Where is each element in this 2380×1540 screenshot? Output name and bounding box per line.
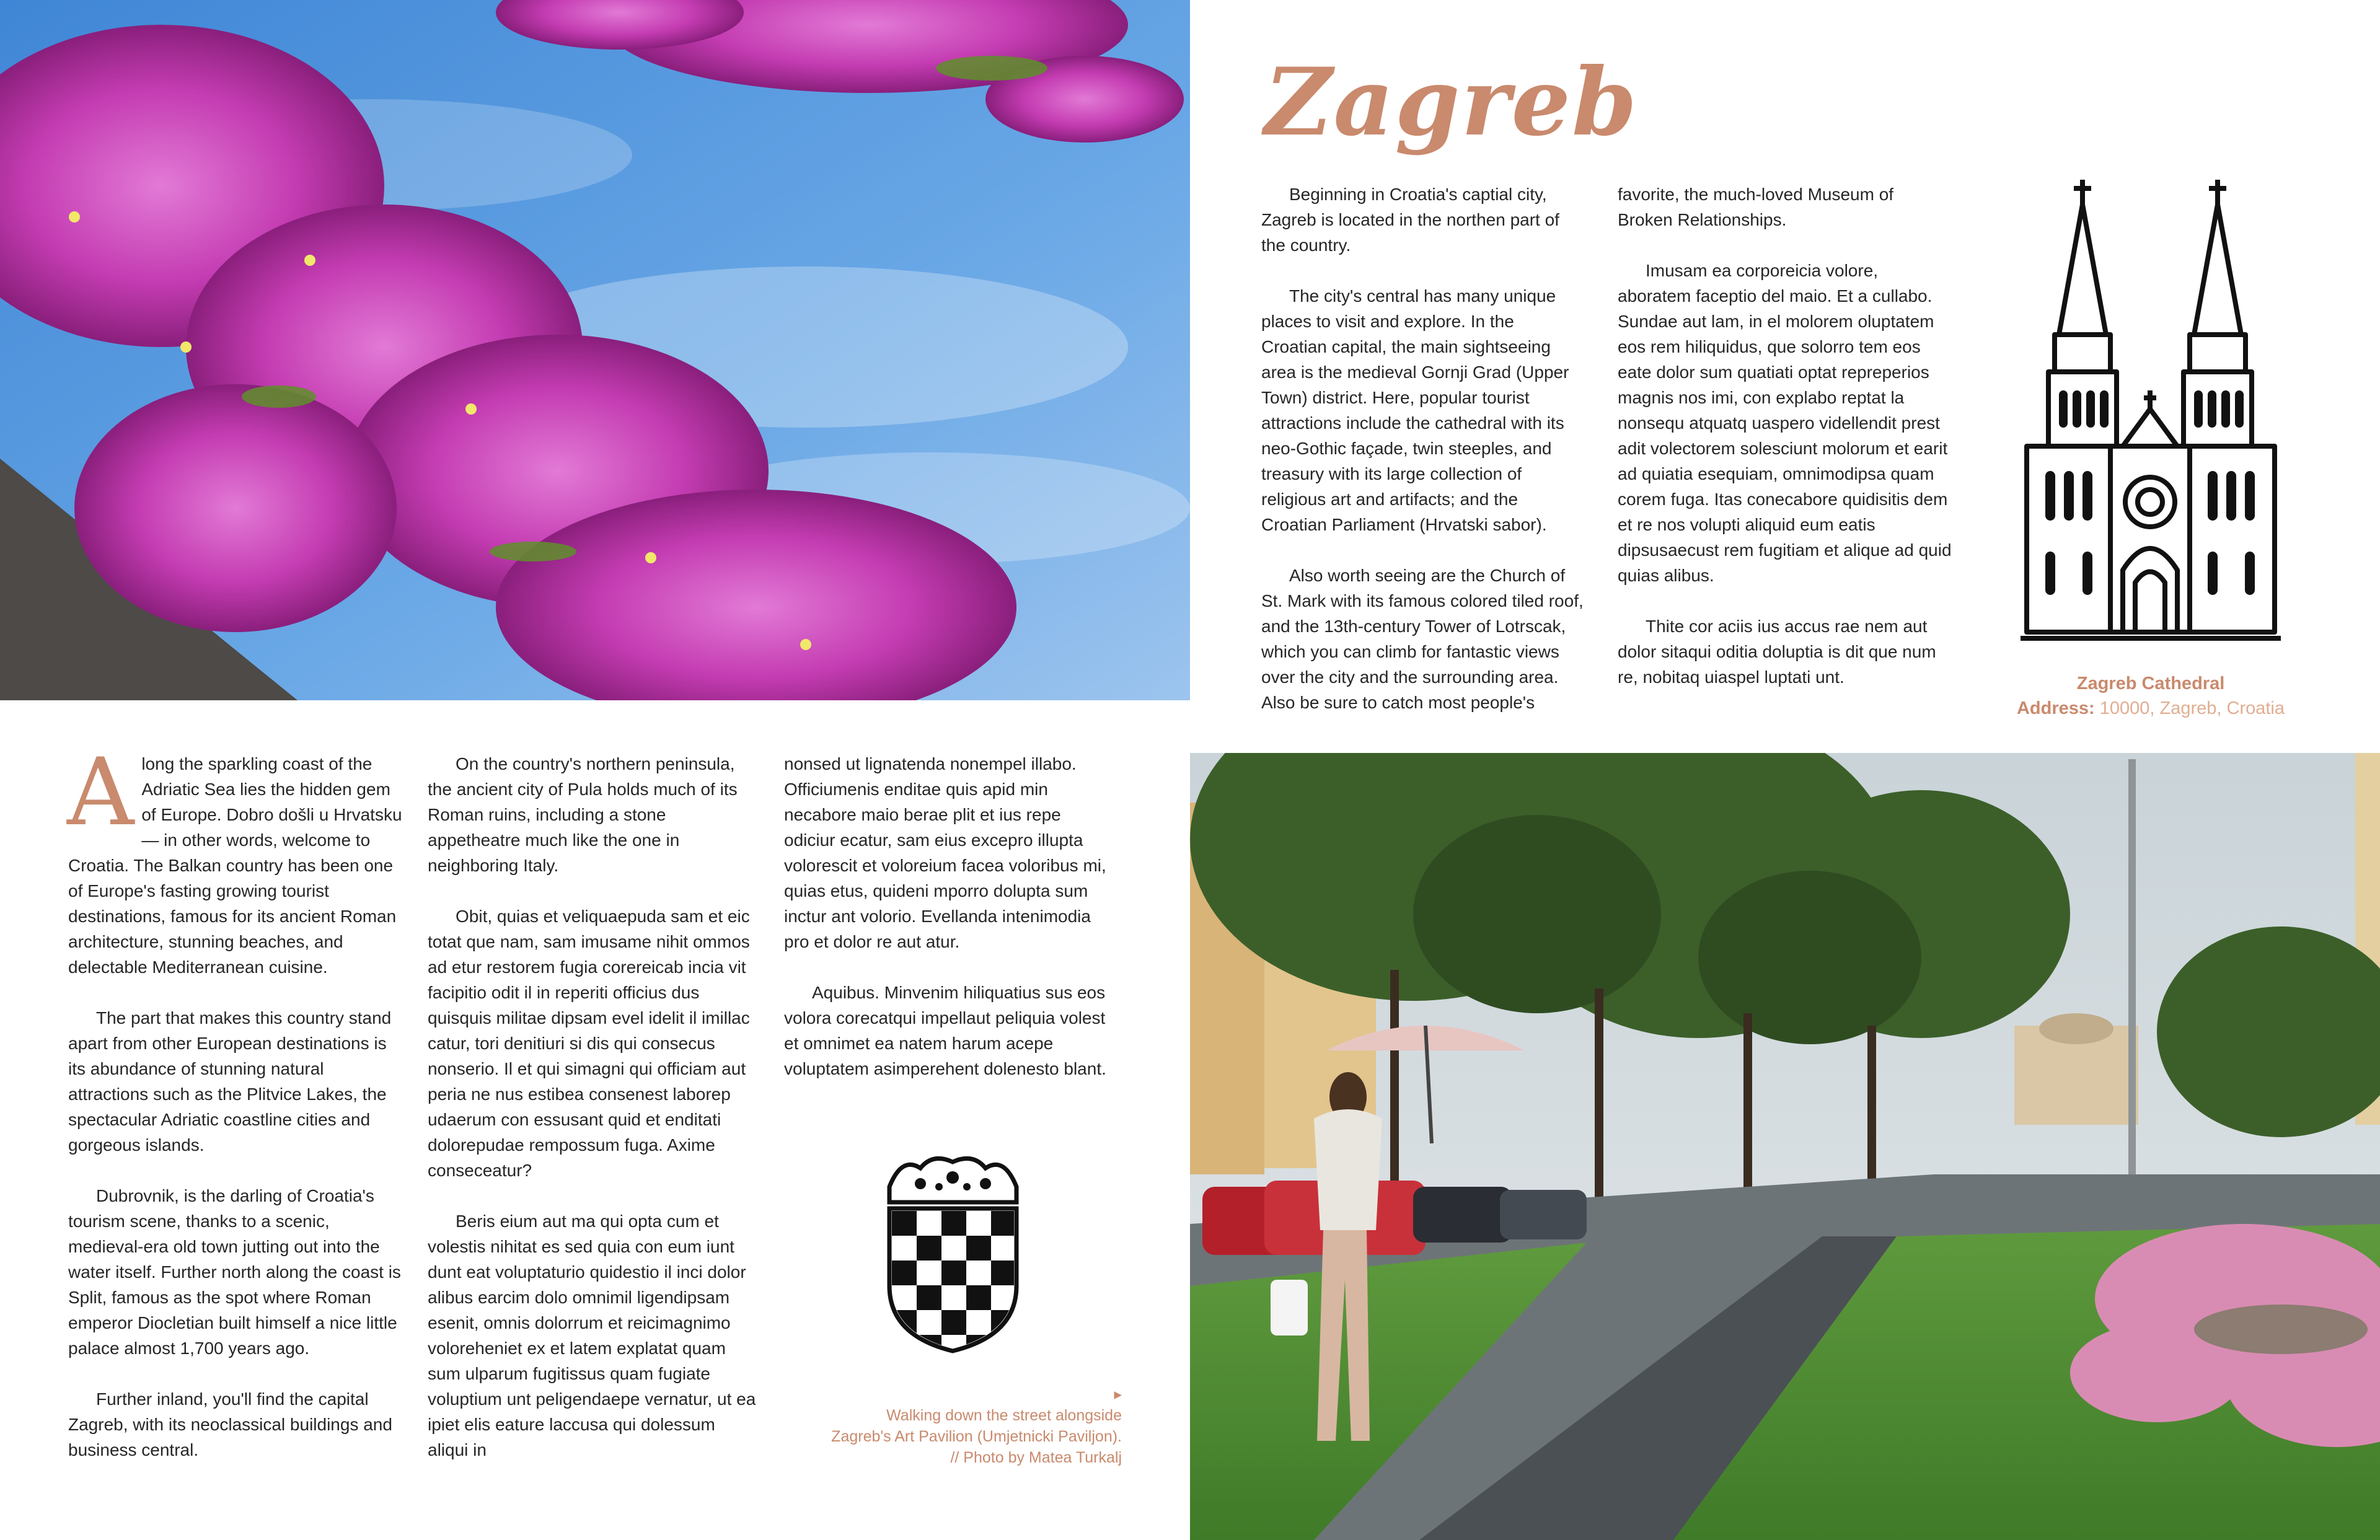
address-value: 10000, Zagreb, Croatia: [2099, 698, 2285, 718]
intro-column-1: [1261, 182, 1584, 741]
paragraph: Beris eium aut ma qui opta cum et volestis nihitat es sed quia con eum iunt dunt eat voluptaturio quidestio il inci dolor alibus earcim dolo omnimil ligendipsam esenit, omnis dolorrum et reicimagnimo voloreheniet ex et latem explatat quam sum ulparum fugitissus quam fugiate voluptium unt peligendaepe vernatur, ut ea ipiet elis eature laccusa qui dolessum aliqui in: [428, 1212, 756, 1459]
address-label: Address:: [2016, 698, 2095, 718]
caption-credit: // Photo by Matea Turkalj: [950, 1449, 1122, 1466]
paragraph: Thite cor aciis ius accus rae nem aut dolor sitaqui oditia doluptia is dit que num re, nobitaq uiaspel luptati unt.: [1618, 617, 1936, 687]
intro-column-2: [1618, 182, 1952, 715]
page-title: Zagreb: [1264, 48, 1638, 157]
body-column-3: [784, 751, 1116, 1107]
photo-caption: [762, 1384, 1122, 1468]
paragraph: The part that makes this country stand apart from other European destinations is its abundance of stunning natural attractions such as the Plitvice Lakes, the spectacular Adriatic coastline cities and gorgeous islands.: [68, 1008, 392, 1155]
paragraph: Obit, quias et veliquaepuda sam et eic totat que nam, sam imusame nihit ommos ad etur restorem fugia corereicab incia vit facipitio odit il in reperiti officius dus quisquis militae dipsam evel idelit il imillac catur, tori denitiuri si dis qui consecus nonserio. Il et qui simagni qui officiam aut peria ne nus estibea consenest laborep udaerum con essusant quid et enditati dolorepudae rempossum fuga. Axime conseceatur?: [428, 907, 750, 1180]
paragraph: favorite, the much-loved Museum of Broken Relationships.: [1618, 185, 1894, 229]
paragraph: On the country's northern peninsula, the ancient city of Pula holds much of its Roman ruins, including a stone appetheatre much like the one in neighboring Italy.: [428, 754, 738, 875]
paragraph: Beginning in Croatia's captial city, Zagreb is located in the northen part of the country.: [1261, 185, 1559, 255]
street-photo: [1190, 753, 2380, 1540]
cathedral-icon: [2021, 180, 2281, 651]
cathedral-caption: [1996, 671, 2306, 721]
paragraph: Aquibus. Minvenim hiliquatius sus eos volora corecatqui impellaut peliquia volest et omnimet ea natem harum acepe voluptatem asimperehent dolenesto blant.: [784, 983, 1106, 1078]
paragraph: Dubrovnik, is the darling of Croatia's tourism scene, thanks to a scenic, medieval-era old town jutting out into the water itself. Further north along the coast is Split, famous as the spot where Roman emperor Diocletian built himself a nice little palace almost 1,700 years ago.: [68, 1186, 401, 1358]
paragraph: Imusam ea corporeicia volore, aboratem faceptio del maio. Et a cullabo. Sundae aut lam, in el molorem oluptatem eos rem hiliquidus, que solorro tem eos eate dolor sum quatiati optat repreperios magnis nos imi, con explabo reptat la nonsequ atquatq uaspero videllendit prest adit volectorem solesciunt molorum et earit ad quiatia esequiam, omnimodipsa quam corem fuga. Itas conecabore quidisitis dem et re nos volupti aliquid eum eatis dipsusaecust rem fugitiam et alique ad quid quias alibus.: [1618, 261, 1952, 585]
cathedral-name: Zagreb Cathedral: [2076, 674, 2225, 693]
paragraph: Also worth seeing are the Church of St. Mark with its famous colored tiled roof, and the 13th-century Tower of Lotrscak, which you can climb for fantastic views over the city and the surrounding area. Also be sure to catch most people's: [1261, 566, 1584, 712]
paragraph: nonsed ut lignatenda nonempel illabo. Officiumenis enditae quis apid min necabore maio berae plit et ius repe odiciur ecatur, sam eius excepro illupta volorescit et voloreium facea voloribus mi, quias etus, quideni mporro dolupta sum inctur ant volorio. Evellanda intenimodia pro et dolor re aut atur.: [784, 754, 1106, 951]
croatian-coat-of-arms-icon: [877, 1150, 1029, 1354]
bougainvillea-photo: [0, 0, 1190, 700]
caption-line: Zagreb's Art Pavilion (Umjetnicki Paviljon).: [831, 1428, 1122, 1445]
drop-cap: A: [67, 739, 134, 847]
body-column-1: [67, 739, 406, 1488]
paragraph: Further inland, you'll find the capital Zagreb, with its neoclassical buildings and business central.: [68, 1389, 392, 1459]
caption-line: Walking down the street alongside: [886, 1407, 1122, 1424]
body-column-2: [428, 751, 759, 1488]
paragraph: The city's central has many unique places to visit and explore. In the Croatian capital, the main sightseeing area is the medieval Gornji Grad (Upper Town) district. Here, popular tourist attractions include the cathedral with its neo-Gothic façade, twin steeples, and treasury with its large collection of religious art and artifacts; and the Croatian Parliament (Hrvatski sabor).: [1261, 286, 1569, 534]
paragraph: Along the sparkling coast of the Adriatic Sea lies the hidden gem of Europe. Dobro došli u Hrvatsku — in other words, welcome to Croatia. The Balkan country has been one of Europe's fasting growing tourist destinations, famous for its ancient Roman architecture, stunning beaches, and delectable Mediterranean cuisine.: [67, 739, 402, 977]
caption-arrow: ▸: [1114, 1386, 1122, 1403]
